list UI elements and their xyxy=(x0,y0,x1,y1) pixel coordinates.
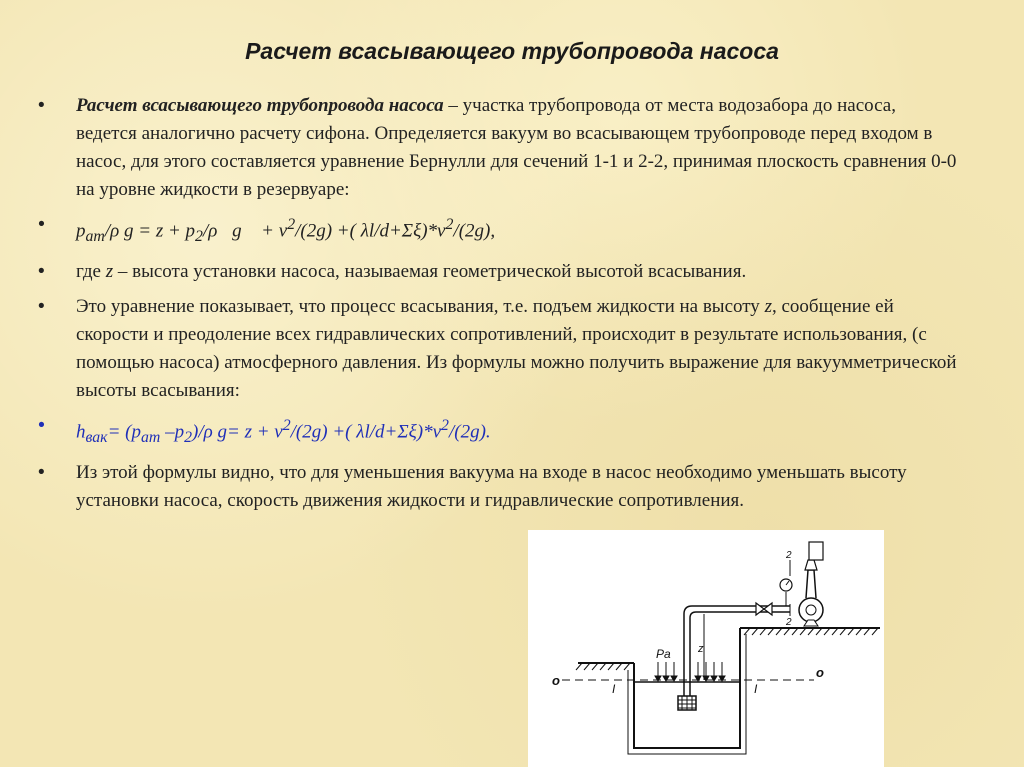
formula-sup: 2 xyxy=(441,417,449,435)
pump-icon xyxy=(799,598,823,622)
formula-part: h xyxy=(76,421,86,443)
diagram-svg xyxy=(528,530,884,767)
right-ground-hatch xyxy=(744,628,878,635)
bullet-dot: • xyxy=(38,415,45,437)
bullet-dot: • xyxy=(38,261,45,283)
formula-sub: вак xyxy=(85,429,108,447)
bullet-vacuum-formula xyxy=(38,412,958,452)
formula-sup: 2 xyxy=(445,216,454,233)
bullet-dot: • xyxy=(38,462,45,484)
formula-sub: ат xyxy=(85,228,105,246)
text-part: Это уравнение показывает, что процесс всасывания, т.е. подъем жидкости на высоту xyxy=(76,296,765,318)
intro-lead: Расчет всасывающего трубопровода насоса xyxy=(76,95,444,116)
pump-suction-diagram xyxy=(528,530,884,767)
formula-part: /(2g). xyxy=(448,421,491,443)
formula-part: –p xyxy=(160,421,185,443)
conclusion-text: Из этой формулы видно, что для уменьшения вакуума на входе в насос необходимо уменьшать высоту установки насоса, скорость движения жидкости и гидравлические сопротивления. xyxy=(76,462,907,512)
formula-part: /ρ g = z + p xyxy=(104,220,196,242)
formula-part: /(2g) +( λl/d+Σξ)*v xyxy=(290,421,442,443)
label-2-top: 2 xyxy=(786,550,792,561)
formula-part: /ρ⃞g ⃞+ v xyxy=(202,220,288,242)
reservoir-wall xyxy=(634,628,740,748)
formula-part: /(2g), xyxy=(453,220,496,242)
label-pa: Pa xyxy=(656,647,671,661)
bullet-conclusion xyxy=(38,459,958,515)
label-2-bottom: 2 xyxy=(786,617,792,628)
discharge-pipe xyxy=(806,570,816,598)
label-1-right: I xyxy=(754,682,758,696)
label-o-left: o xyxy=(552,673,560,688)
valve xyxy=(756,603,772,615)
formula-sub: ат xyxy=(141,429,161,447)
bullet-z-definition xyxy=(38,258,958,286)
label-z: z xyxy=(698,643,704,655)
reservoir-outer-wall xyxy=(628,634,746,754)
text-part: , сообщение ей скорости и преодоление всех гидравлических сопротивлений, происходит в результате использования, (с помощью насоса) атмосферного давления. Из формулы можно получить выражение для вакуумметрической высоты всасывания: xyxy=(76,296,957,402)
bullet-bernoulli-formula xyxy=(38,211,958,251)
bullet-dot: • xyxy=(38,214,45,235)
discharge-outlet xyxy=(809,542,823,560)
formula-sub: 2 xyxy=(184,429,193,447)
discharge-flange xyxy=(805,560,817,570)
formula-part: /(2g) +( λl/d+Σξ)*v xyxy=(295,220,446,242)
slide-title: Расчет всасывающего трубопровода насоса xyxy=(245,38,779,64)
formula-sub: 2 xyxy=(195,228,203,246)
bullet-dot: • xyxy=(38,95,45,116)
slide-content xyxy=(38,92,958,522)
formula-part: )/ρ g= z + v xyxy=(192,421,283,443)
bullet-dot: • xyxy=(38,296,45,318)
label-1-left: I xyxy=(612,682,616,696)
var-z: z xyxy=(764,296,772,318)
intro-text: – участка трубопровода от места водозабора до насоса, ведется аналогично расчету сифона. Определяется вакуум во всасывающем трубопроводе перед входом в насос, для этого составляется уравнение Бернулли для сечений 1-1 и 2-2, принимая плоскость сравнения 0-0 на уровне жидкости в резервуаре: xyxy=(76,95,957,200)
formula-part: = (p xyxy=(107,421,141,443)
formula-part: p xyxy=(76,220,86,242)
label-o-right: o xyxy=(816,665,824,680)
text-part: – высота установки насоса, называемая геометрической высотой всасывания. xyxy=(113,261,747,283)
text-part: где xyxy=(76,261,106,283)
formula-sup: 2 xyxy=(287,216,296,233)
var-z: z xyxy=(105,261,114,283)
bullet-intro xyxy=(38,92,958,204)
bullet-explanation xyxy=(38,293,958,405)
left-ground-hatch xyxy=(576,663,630,670)
formula-sup: 2 xyxy=(282,417,291,435)
